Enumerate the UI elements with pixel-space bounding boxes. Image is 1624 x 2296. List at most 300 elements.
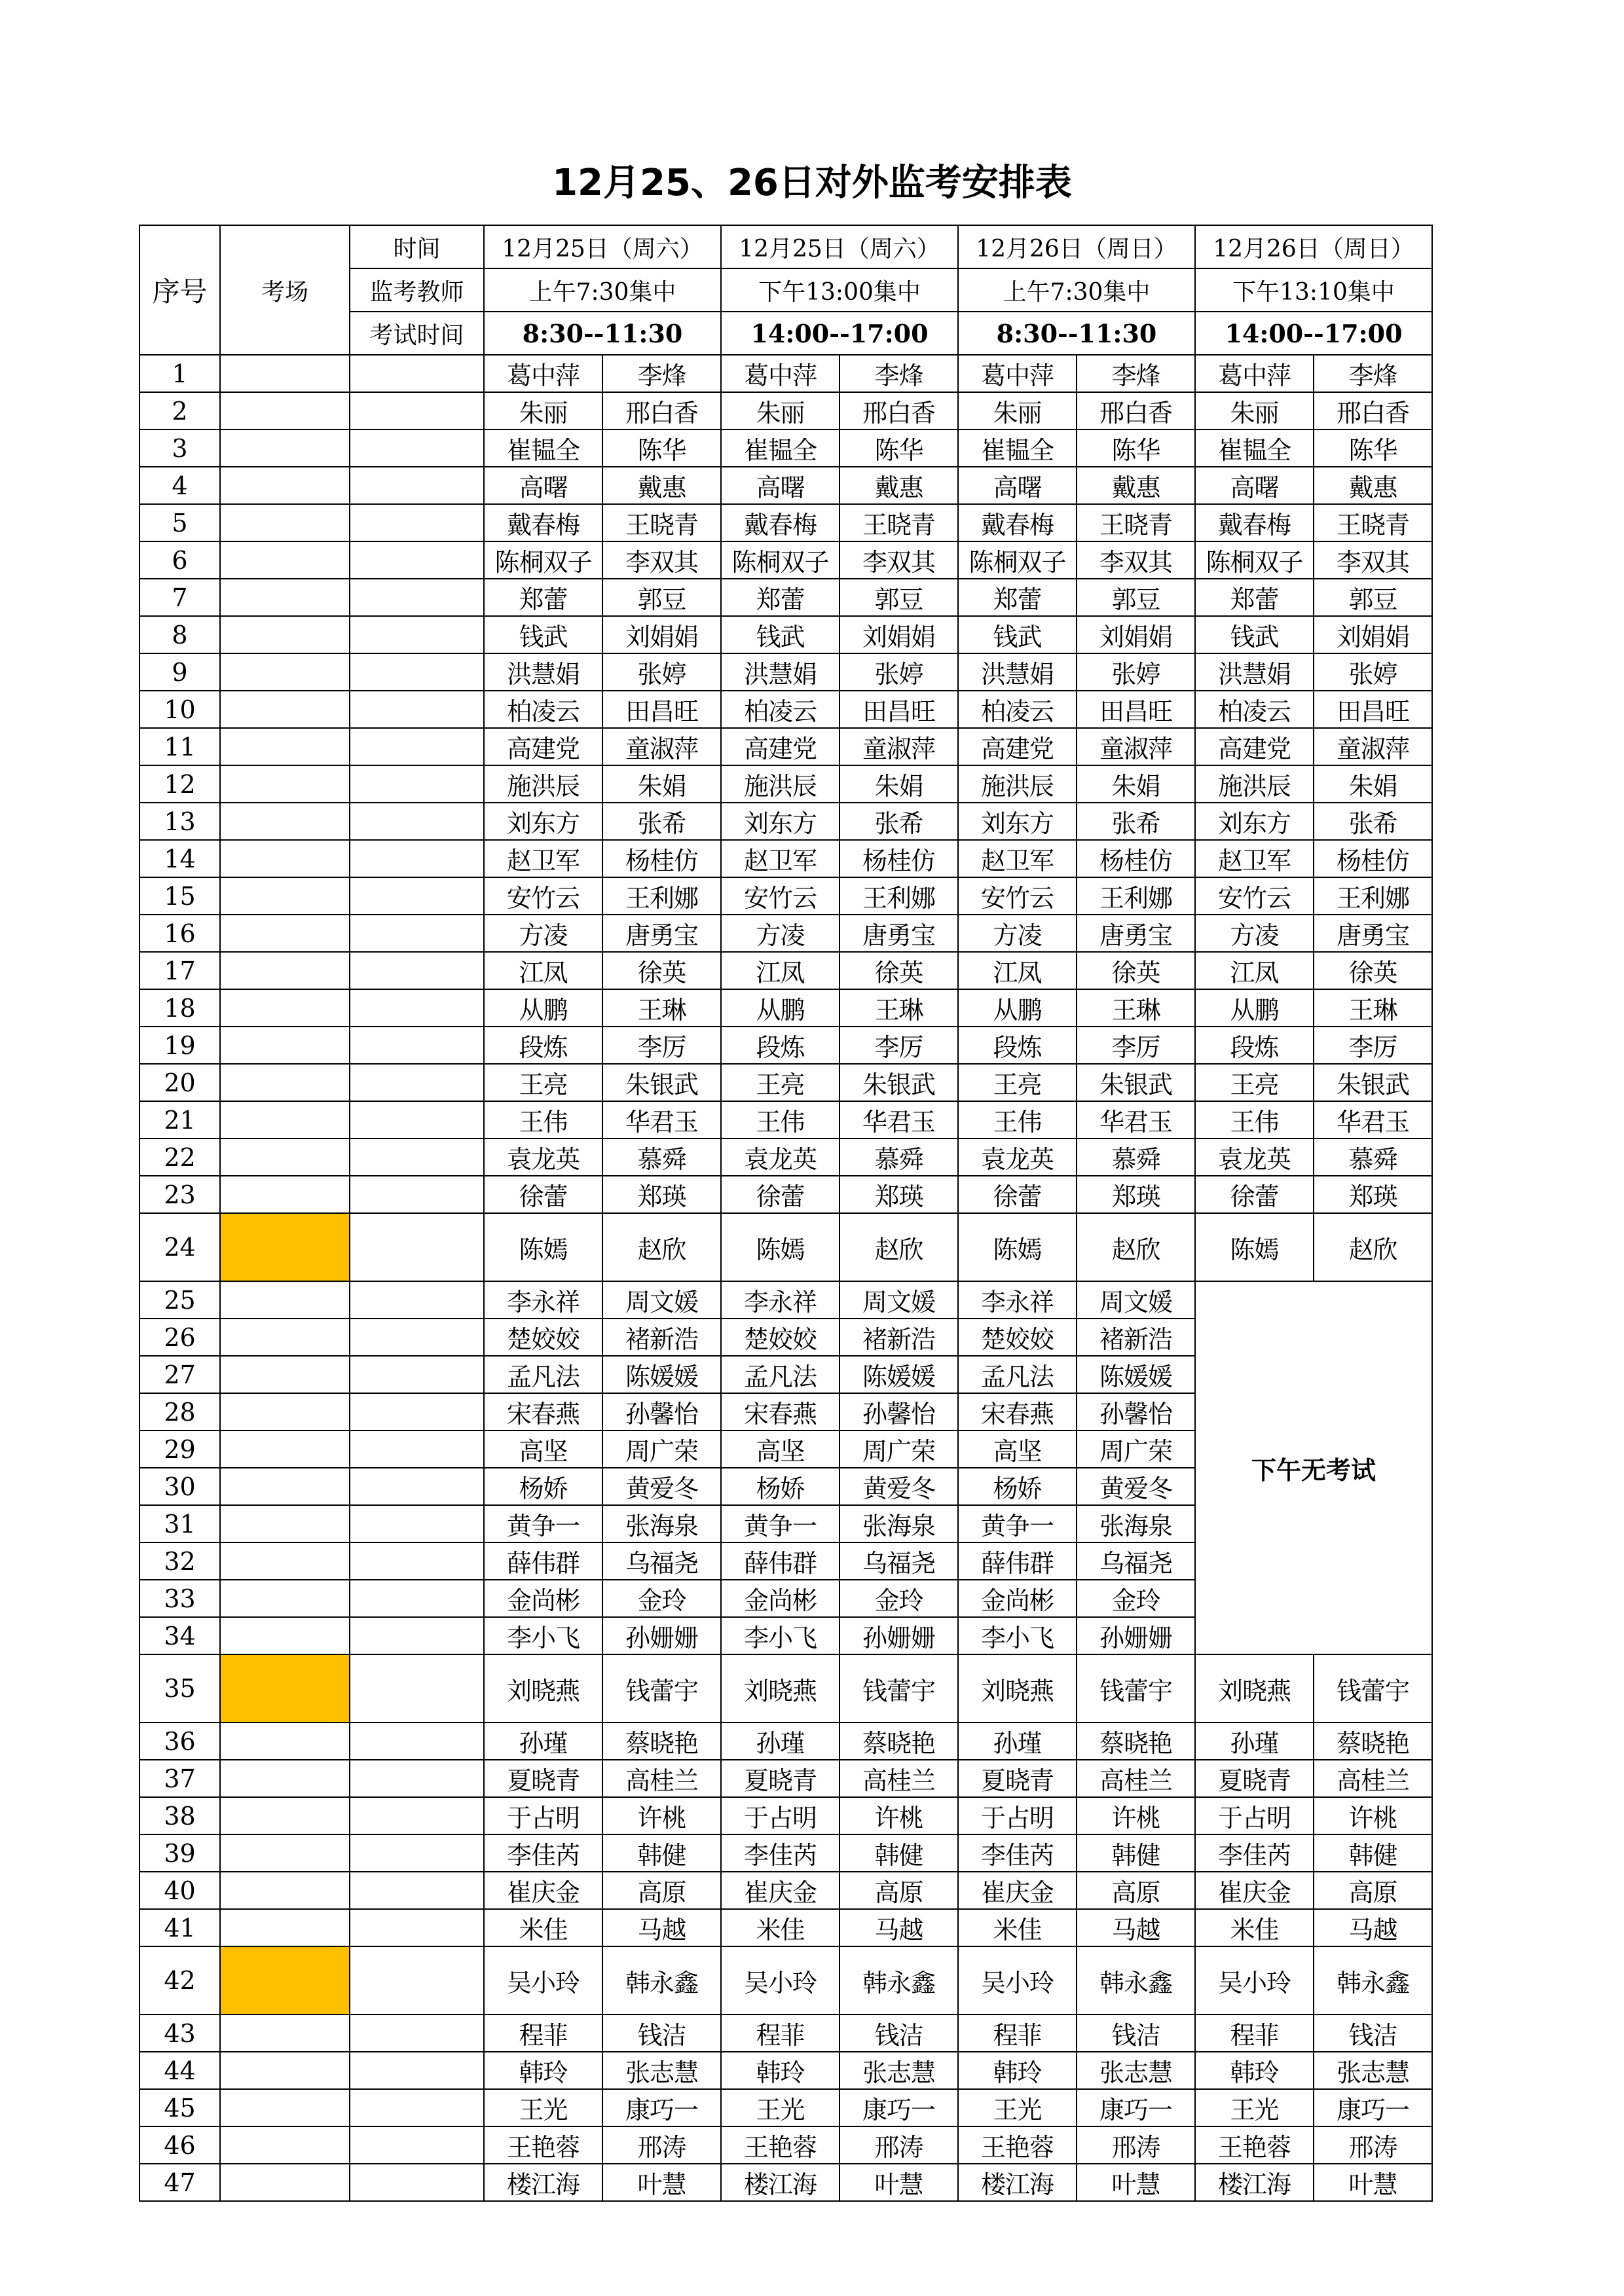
blank-cell xyxy=(350,392,484,429)
session-time: 14:00--17:00 xyxy=(1195,312,1432,355)
seq-cell: 18 xyxy=(139,989,220,1027)
seq-cell: 45 xyxy=(139,2089,220,2126)
table-row xyxy=(139,541,1432,579)
teacher-a-cell: 崔庆金 xyxy=(484,1872,602,1909)
teacher-a-cell: 李小飞 xyxy=(484,1617,602,1654)
session-date: 12月26日（周日） xyxy=(958,225,1195,268)
teacher-b-cell: 李厉 xyxy=(1077,1027,1195,1064)
teacher-a-cell: 葛中萍 xyxy=(721,355,840,392)
teacher-b-cell: 邢白香 xyxy=(602,392,721,429)
blank-cell xyxy=(350,1654,484,1722)
teacher-b-cell: 马越 xyxy=(1314,1909,1432,1946)
teacher-a-cell: 孙瑾 xyxy=(1195,1722,1314,1760)
seq-cell: 38 xyxy=(139,1797,220,1834)
teacher-b-cell: 慕舜 xyxy=(840,1139,958,1176)
room-cell xyxy=(220,1542,350,1580)
teacher-a-cell: 孙瑾 xyxy=(484,1722,602,1760)
blank-cell xyxy=(350,1722,484,1760)
teacher-a-cell: 程菲 xyxy=(1195,2014,1314,2052)
seq-cell: 19 xyxy=(139,1027,220,1064)
teacher-a-cell: 袁龙英 xyxy=(484,1139,602,1176)
blank-cell xyxy=(350,1356,484,1393)
teacher-a-cell: 楼江海 xyxy=(958,2164,1077,2201)
teacher-b-cell: 朱银武 xyxy=(840,1064,958,1101)
teacher-a-cell: 崔庆金 xyxy=(1195,1872,1314,1909)
teacher-b-cell: 马越 xyxy=(602,1909,721,1946)
table-row xyxy=(139,1027,1432,1064)
teacher-a-cell: 黄争一 xyxy=(721,1505,840,1542)
teacher-b-cell: 韩永鑫 xyxy=(1077,1946,1195,2014)
teacher-b-cell: 杨桂仿 xyxy=(1314,840,1432,877)
teacher-b-cell: 乌福尧 xyxy=(602,1542,721,1580)
teacher-a-cell: 洪慧娟 xyxy=(1195,653,1314,691)
session-gather: 上午7:30集中 xyxy=(484,268,721,312)
teacher-a-cell: 高曙 xyxy=(958,467,1077,504)
seq-cell: 6 xyxy=(139,541,220,579)
teacher-b-cell: 刘娟娟 xyxy=(602,616,721,653)
teacher-a-cell: 方凌 xyxy=(484,915,602,952)
teacher-b-cell: 华君玉 xyxy=(1077,1101,1195,1139)
teacher-b-cell: 郑瑛 xyxy=(602,1176,721,1213)
teacher-a-cell: 吴小玲 xyxy=(1195,1946,1314,2014)
teacher-b-cell: 金玲 xyxy=(602,1580,721,1617)
teacher-a-cell: 崔韫全 xyxy=(721,429,840,467)
blank-cell xyxy=(350,1946,484,2014)
teacher-a-cell: 杨娇 xyxy=(721,1468,840,1505)
blank-cell xyxy=(350,1281,484,1319)
room-cell xyxy=(220,1834,350,1872)
room-cell xyxy=(220,2014,350,2052)
seq-cell: 12 xyxy=(139,765,220,803)
seq-header: 序号 xyxy=(139,225,220,355)
teacher-b-cell: 马越 xyxy=(1077,1909,1195,1946)
session-gather: 下午13:00集中 xyxy=(721,268,958,312)
teacher-a-cell: 郑蕾 xyxy=(484,579,602,616)
session-time: 14:00--17:00 xyxy=(721,312,958,355)
room-cell xyxy=(220,1468,350,1505)
teacher-a-cell: 薛伟群 xyxy=(958,1542,1077,1580)
teacher-a-cell: 于占明 xyxy=(721,1797,840,1834)
table-row xyxy=(139,1946,1432,2014)
teacher-b-cell: 唐勇宝 xyxy=(602,915,721,952)
blank-cell xyxy=(350,915,484,952)
seq-cell: 31 xyxy=(139,1505,220,1542)
room-cell xyxy=(220,1909,350,1946)
teacher-b-cell: 邢白香 xyxy=(1077,392,1195,429)
teacher-a-cell: 徐蕾 xyxy=(721,1176,840,1213)
teacher-a-cell: 薛伟群 xyxy=(721,1542,840,1580)
table-row xyxy=(139,1872,1432,1909)
teacher-a-cell: 夏晓青 xyxy=(721,1760,840,1797)
teacher-a-cell: 洪慧娟 xyxy=(958,653,1077,691)
teacher-b-cell: 王琳 xyxy=(602,989,721,1027)
teacher-a-cell: 王艳蓉 xyxy=(484,2126,602,2164)
teacher-a-cell: 楚姣姣 xyxy=(484,1319,602,1356)
seq-cell: 27 xyxy=(139,1356,220,1393)
teacher-a-cell: 米佳 xyxy=(1195,1909,1314,1946)
teacher-a-cell: 从鹏 xyxy=(721,989,840,1027)
teacher-a-cell: 高建党 xyxy=(958,728,1077,765)
blank-cell xyxy=(350,1101,484,1139)
table-row xyxy=(139,504,1432,541)
seq-cell: 42 xyxy=(139,1946,220,2014)
teacher-b-cell: 朱银武 xyxy=(1314,1064,1432,1101)
teacher-b-cell: 王晓青 xyxy=(840,504,958,541)
teacher-a-cell: 陈桐双子 xyxy=(1195,541,1314,579)
teacher-b-cell: 刘娟娟 xyxy=(1314,616,1432,653)
teacher-b-cell: 唐勇宝 xyxy=(840,915,958,952)
teacher-a-cell: 韩玲 xyxy=(958,2052,1077,2089)
teacher-a-cell: 葛中萍 xyxy=(958,355,1077,392)
teacher-a-cell: 施洪辰 xyxy=(721,765,840,803)
teacher-a-cell: 钱武 xyxy=(1195,616,1314,653)
room-cell xyxy=(220,429,350,467)
room-cell xyxy=(220,2052,350,2089)
teacher-b-cell: 钱蕾宇 xyxy=(1077,1654,1195,1722)
teacher-a-cell: 王光 xyxy=(484,2089,602,2126)
room-cell xyxy=(220,1505,350,1542)
teacher-b-cell: 陈媛媛 xyxy=(602,1356,721,1393)
blank-cell xyxy=(350,1139,484,1176)
table-row xyxy=(139,2052,1432,2089)
seq-cell: 2 xyxy=(139,392,220,429)
teacher-b-cell: 王利娜 xyxy=(1077,877,1195,915)
teacher-a-cell: 吴小玲 xyxy=(721,1946,840,2014)
teacher-a-cell: 楚姣姣 xyxy=(958,1319,1077,1356)
teacher-a-cell: 刘东方 xyxy=(958,803,1077,840)
room-cell xyxy=(220,1139,350,1176)
teacher-a-cell: 王伟 xyxy=(958,1101,1077,1139)
seq-cell: 40 xyxy=(139,1872,220,1909)
teacher-b-cell: 郭豆 xyxy=(1077,579,1195,616)
table-row xyxy=(139,1760,1432,1797)
teacher-b-cell: 黄爱冬 xyxy=(602,1468,721,1505)
teacher-b-cell: 赵欣 xyxy=(602,1213,721,1281)
teacher-b-cell: 张志慧 xyxy=(1077,2052,1195,2089)
table-row xyxy=(139,2089,1432,2126)
blank-cell xyxy=(350,728,484,765)
session-date: 12月25日（周六） xyxy=(721,225,958,268)
table-row xyxy=(139,1139,1432,1176)
teacher-b-cell: 陈华 xyxy=(1077,429,1195,467)
table-row xyxy=(139,2126,1432,2164)
teacher-a-cell: 朱丽 xyxy=(484,392,602,429)
teacher-b-cell: 韩永鑫 xyxy=(840,1946,958,2014)
teacher-a-cell: 朱丽 xyxy=(721,392,840,429)
seq-cell: 20 xyxy=(139,1064,220,1101)
teacher-a-cell: 楼江海 xyxy=(721,2164,840,2201)
teacher-a-cell: 段炼 xyxy=(958,1027,1077,1064)
room-cell xyxy=(220,2126,350,2164)
teacher-b-cell: 韩健 xyxy=(602,1834,721,1872)
teacher-b-cell: 王琳 xyxy=(840,989,958,1027)
header-row-label: 监考教师 xyxy=(350,268,484,312)
blank-cell xyxy=(350,1542,484,1580)
blank-cell xyxy=(350,1872,484,1909)
teacher-a-cell: 刘东方 xyxy=(484,803,602,840)
room-cell xyxy=(220,1356,350,1393)
teacher-a-cell: 安竹云 xyxy=(721,877,840,915)
seq-cell: 15 xyxy=(139,877,220,915)
teacher-a-cell: 杨娇 xyxy=(484,1468,602,1505)
teacher-a-cell: 宋春燕 xyxy=(484,1393,602,1430)
teacher-b-cell: 戴惠 xyxy=(1314,467,1432,504)
teacher-b-cell: 邢涛 xyxy=(602,2126,721,2164)
teacher-a-cell: 江凤 xyxy=(721,952,840,989)
seq-cell: 34 xyxy=(139,1617,220,1654)
teacher-a-cell: 崔韫全 xyxy=(958,429,1077,467)
teacher-a-cell: 黄争一 xyxy=(484,1505,602,1542)
seq-cell: 14 xyxy=(139,840,220,877)
no-exam-note: 下午无考试 xyxy=(1195,1281,1432,1654)
teacher-a-cell: 徐蕾 xyxy=(958,1176,1077,1213)
table-row xyxy=(139,1834,1432,1872)
teacher-b-cell: 戴惠 xyxy=(602,467,721,504)
teacher-a-cell: 李佳芮 xyxy=(484,1834,602,1872)
teacher-a-cell: 楼江海 xyxy=(1195,2164,1314,2201)
header-row-label: 考试时间 xyxy=(350,312,484,355)
table-row xyxy=(139,392,1432,429)
teacher-b-cell: 李双其 xyxy=(840,541,958,579)
teacher-a-cell: 钱武 xyxy=(958,616,1077,653)
teacher-a-cell: 陈桐双子 xyxy=(958,541,1077,579)
teacher-b-cell: 朱娟 xyxy=(1077,765,1195,803)
teacher-a-cell: 金尚彬 xyxy=(958,1580,1077,1617)
teacher-a-cell: 柏凌云 xyxy=(958,691,1077,728)
teacher-b-cell: 高桂兰 xyxy=(602,1760,721,1797)
teacher-b-cell: 孙馨怡 xyxy=(602,1393,721,1430)
teacher-b-cell: 叶慧 xyxy=(602,2164,721,2201)
room-cell xyxy=(220,1101,350,1139)
room-cell xyxy=(220,691,350,728)
seq-cell: 35 xyxy=(139,1654,220,1722)
teacher-b-cell: 许桃 xyxy=(1077,1797,1195,1834)
teacher-a-cell: 高坚 xyxy=(721,1430,840,1468)
blank-cell xyxy=(350,467,484,504)
teacher-a-cell: 高建党 xyxy=(484,728,602,765)
room-cell xyxy=(220,1319,350,1356)
teacher-a-cell: 安竹云 xyxy=(484,877,602,915)
teacher-a-cell: 程菲 xyxy=(958,2014,1077,2052)
teacher-b-cell: 唐勇宝 xyxy=(1077,915,1195,952)
teacher-a-cell: 陈嫣 xyxy=(721,1213,840,1281)
teacher-a-cell: 高曙 xyxy=(484,467,602,504)
teacher-b-cell: 慕舜 xyxy=(1314,1139,1432,1176)
teacher-a-cell: 李永祥 xyxy=(958,1281,1077,1319)
teacher-a-cell: 洪慧娟 xyxy=(721,653,840,691)
teacher-b-cell: 田昌旺 xyxy=(840,691,958,728)
blank-cell xyxy=(350,1319,484,1356)
teacher-a-cell: 楚姣姣 xyxy=(721,1319,840,1356)
table-row xyxy=(139,765,1432,803)
teacher-b-cell: 戴惠 xyxy=(1077,467,1195,504)
teacher-a-cell: 王亮 xyxy=(958,1064,1077,1101)
teacher-a-cell: 王光 xyxy=(1195,2089,1314,2126)
teacher-a-cell: 朱丽 xyxy=(958,392,1077,429)
blank-cell xyxy=(350,1617,484,1654)
teacher-b-cell: 张志慧 xyxy=(602,2052,721,2089)
seq-cell: 44 xyxy=(139,2052,220,2089)
teacher-b-cell: 张婷 xyxy=(840,653,958,691)
teacher-b-cell: 邢白香 xyxy=(1314,392,1432,429)
schedule-table xyxy=(139,225,1433,2202)
teacher-b-cell: 钱洁 xyxy=(840,2014,958,2052)
blank-cell xyxy=(350,877,484,915)
seq-cell: 5 xyxy=(139,504,220,541)
teacher-b-cell: 王利娜 xyxy=(840,877,958,915)
teacher-a-cell: 于占明 xyxy=(958,1797,1077,1834)
teacher-b-cell: 蔡晓艳 xyxy=(1314,1722,1432,1760)
teacher-a-cell: 宋春燕 xyxy=(721,1393,840,1430)
table-row xyxy=(139,653,1432,691)
teacher-b-cell: 李双其 xyxy=(602,541,721,579)
teacher-a-cell: 陈嫣 xyxy=(958,1213,1077,1281)
teacher-b-cell: 朱娟 xyxy=(602,765,721,803)
teacher-a-cell: 刘晓燕 xyxy=(721,1654,840,1722)
teacher-b-cell: 田昌旺 xyxy=(1314,691,1432,728)
room-cell xyxy=(220,1027,350,1064)
teacher-a-cell: 柏凌云 xyxy=(484,691,602,728)
teacher-a-cell: 赵卫军 xyxy=(484,840,602,877)
room-cell xyxy=(220,616,350,653)
teacher-a-cell: 李永祥 xyxy=(484,1281,602,1319)
blank-cell xyxy=(350,765,484,803)
seq-cell: 7 xyxy=(139,579,220,616)
teacher-a-cell: 李佳芮 xyxy=(721,1834,840,1872)
seq-cell: 41 xyxy=(139,1909,220,1946)
seq-cell: 36 xyxy=(139,1722,220,1760)
room-cell-marked xyxy=(220,1213,350,1281)
teacher-a-cell: 程菲 xyxy=(484,2014,602,2052)
teacher-a-cell: 陈桐双子 xyxy=(484,541,602,579)
teacher-b-cell: 韩永鑫 xyxy=(1314,1946,1432,2014)
seq-cell: 8 xyxy=(139,616,220,653)
teacher-b-cell: 王琳 xyxy=(1314,989,1432,1027)
teacher-a-cell: 徐蕾 xyxy=(1195,1176,1314,1213)
teacher-a-cell: 高曙 xyxy=(1195,467,1314,504)
blank-cell xyxy=(350,355,484,392)
teacher-b-cell: 朱银武 xyxy=(602,1064,721,1101)
room-cell xyxy=(220,1281,350,1319)
teacher-b-cell: 韩健 xyxy=(840,1834,958,1872)
teacher-a-cell: 安竹云 xyxy=(958,877,1077,915)
teacher-b-cell: 李厉 xyxy=(602,1027,721,1064)
table-row xyxy=(139,1176,1432,1213)
blank-cell xyxy=(350,840,484,877)
teacher-b-cell: 朱娟 xyxy=(840,765,958,803)
teacher-a-cell: 安竹云 xyxy=(1195,877,1314,915)
teacher-b-cell: 王利娜 xyxy=(1314,877,1432,915)
teacher-b-cell: 高桂兰 xyxy=(1314,1760,1432,1797)
teacher-b-cell: 李双其 xyxy=(1077,541,1195,579)
teacher-a-cell: 从鹏 xyxy=(484,989,602,1027)
room-cell xyxy=(220,355,350,392)
teacher-a-cell: 夏晓青 xyxy=(958,1760,1077,1797)
teacher-b-cell: 张希 xyxy=(602,803,721,840)
teacher-b-cell: 黄爱冬 xyxy=(1077,1468,1195,1505)
room-header: 考场 xyxy=(220,225,350,355)
teacher-a-cell: 袁龙英 xyxy=(1195,1139,1314,1176)
teacher-b-cell: 高原 xyxy=(840,1872,958,1909)
blank-cell xyxy=(350,1430,484,1468)
room-cell xyxy=(220,1722,350,1760)
teacher-b-cell: 童淑萍 xyxy=(1077,728,1195,765)
teacher-b-cell: 张婷 xyxy=(1077,653,1195,691)
table-row xyxy=(139,989,1432,1027)
teacher-a-cell: 江凤 xyxy=(958,952,1077,989)
teacher-a-cell: 赵卫军 xyxy=(1195,840,1314,877)
teacher-b-cell: 孙姗姗 xyxy=(1077,1617,1195,1654)
teacher-b-cell: 周文媛 xyxy=(840,1281,958,1319)
teacher-b-cell: 张海泉 xyxy=(1077,1505,1195,1542)
teacher-a-cell: 郑蕾 xyxy=(958,579,1077,616)
teacher-b-cell: 周广荣 xyxy=(602,1430,721,1468)
teacher-a-cell: 段炼 xyxy=(484,1027,602,1064)
teacher-b-cell: 蔡晓艳 xyxy=(840,1722,958,1760)
teacher-a-cell: 刘晓燕 xyxy=(484,1654,602,1722)
teacher-b-cell: 李烽 xyxy=(602,355,721,392)
teacher-a-cell: 从鹏 xyxy=(1195,989,1314,1027)
teacher-a-cell: 孙瑾 xyxy=(721,1722,840,1760)
teacher-a-cell: 王亮 xyxy=(1195,1064,1314,1101)
teacher-a-cell: 钱武 xyxy=(721,616,840,653)
teacher-b-cell: 杨桂仿 xyxy=(840,840,958,877)
teacher-a-cell: 杨娇 xyxy=(958,1468,1077,1505)
header-row-label: 时间 xyxy=(350,225,484,268)
teacher-b-cell: 陈华 xyxy=(840,429,958,467)
teacher-b-cell: 金玲 xyxy=(1077,1580,1195,1617)
blank-cell xyxy=(350,1064,484,1101)
teacher-a-cell: 王艳蓉 xyxy=(1195,2126,1314,2164)
blank-cell xyxy=(350,989,484,1027)
blank-cell xyxy=(350,952,484,989)
teacher-b-cell: 唐勇宝 xyxy=(1314,915,1432,952)
teacher-b-cell: 康巧一 xyxy=(1314,2089,1432,2126)
teacher-b-cell: 高桂兰 xyxy=(840,1760,958,1797)
teacher-b-cell: 褚新浩 xyxy=(602,1319,721,1356)
teacher-b-cell: 刘娟娟 xyxy=(1077,616,1195,653)
teacher-b-cell: 许桃 xyxy=(602,1797,721,1834)
blank-cell xyxy=(350,1393,484,1430)
room-cell xyxy=(220,952,350,989)
teacher-a-cell: 于占明 xyxy=(1195,1797,1314,1834)
teacher-a-cell: 崔庆金 xyxy=(721,1872,840,1909)
seq-cell: 23 xyxy=(139,1176,220,1213)
teacher-b-cell: 张婷 xyxy=(602,653,721,691)
teacher-b-cell: 韩健 xyxy=(1077,1834,1195,1872)
room-cell xyxy=(220,579,350,616)
teacher-b-cell: 李双其 xyxy=(1314,541,1432,579)
teacher-a-cell: 钱武 xyxy=(484,616,602,653)
teacher-b-cell: 陈媛媛 xyxy=(1077,1356,1195,1393)
teacher-a-cell: 戴春梅 xyxy=(1195,504,1314,541)
teacher-a-cell: 方凌 xyxy=(1195,915,1314,952)
room-cell xyxy=(220,467,350,504)
teacher-b-cell: 周广荣 xyxy=(840,1430,958,1468)
seq-cell: 43 xyxy=(139,2014,220,2052)
teacher-b-cell: 孙姗姗 xyxy=(602,1617,721,1654)
teacher-b-cell: 叶慧 xyxy=(840,2164,958,2201)
seq-cell: 3 xyxy=(139,429,220,467)
teacher-b-cell: 王晓青 xyxy=(1077,504,1195,541)
teacher-a-cell: 王光 xyxy=(958,2089,1077,2126)
teacher-b-cell: 慕舜 xyxy=(1077,1139,1195,1176)
seq-cell: 17 xyxy=(139,952,220,989)
teacher-b-cell: 李烽 xyxy=(1314,355,1432,392)
teacher-a-cell: 李小飞 xyxy=(958,1617,1077,1654)
room-cell xyxy=(220,1617,350,1654)
room-cell xyxy=(220,541,350,579)
